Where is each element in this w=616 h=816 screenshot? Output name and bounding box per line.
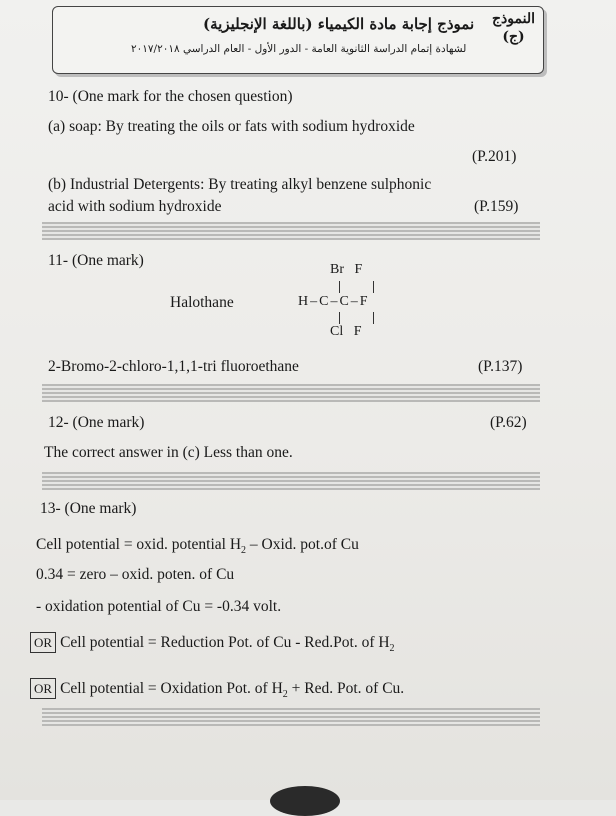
q13-line3: - oxidation potential of Cu = -0.34 volt.: [36, 598, 282, 615]
h2-subscript: 2: [389, 643, 395, 655]
q13-alt2: [30, 678, 404, 700]
separator: [42, 222, 540, 240]
or-box: OR: [30, 678, 56, 699]
model-code: (ج): [502, 29, 525, 45]
binder-hole: [270, 786, 340, 816]
q13-alt1: [30, 632, 395, 654]
structure-middle-row: H–C–C–F: [298, 294, 370, 309]
h2-subscript: 2: [282, 689, 288, 701]
bond-top-left: [339, 281, 340, 293]
bond-top-right: [373, 281, 374, 293]
separator: [42, 472, 540, 490]
q13-line1-text: Cell potential = oxid. potential H: [36, 536, 242, 553]
q12-heading: 12- (One mark): [48, 414, 145, 431]
structure-bottom-row: Cl F: [330, 324, 362, 339]
q10-a-ref: (P.201): [472, 148, 517, 165]
bond-bottom-left: [339, 312, 340, 324]
q10-a: (a) soap: By treating the oils or fats with sodium hydroxide: [48, 118, 415, 135]
q13-alt1-text: Cell potential = Reduction Pot. of Cu - Red.Pot. of H: [60, 634, 390, 651]
q12-answer: The correct answer in (c) Less than one.: [44, 444, 293, 461]
bond-bottom-right: [373, 312, 374, 324]
q13-alt2-text-end: + Red. Pot. of Cu.: [287, 680, 405, 697]
q13-line1: [36, 536, 359, 556]
model-label: [492, 11, 535, 45]
q10-b-line1: (b) Industrial Detergents: By treating alkyl benzene sulphonic: [48, 176, 432, 193]
q10-b-line2: acid with sodium hydroxide: [48, 198, 222, 215]
separator: [42, 384, 540, 402]
separator: [42, 708, 540, 726]
q11-ref: (P.137): [478, 358, 523, 375]
header-box: [52, 6, 544, 74]
q10-heading: 10- (One mark for the chosen question): [48, 88, 293, 105]
q11-compound-label: Halothane: [170, 294, 234, 311]
q13-alt2-text: Cell potential = Oxidation Pot. of H: [60, 680, 283, 697]
q10-b-ref: (P.159): [474, 198, 519, 215]
model-label-text: النموذج: [492, 11, 535, 27]
structure-top-row: Br F: [330, 262, 363, 277]
h2-subscript: 2: [241, 545, 247, 557]
or-box: OR: [30, 632, 56, 653]
header-title: نموذج إجابة مادة الكيمياء (باللغة الإنجليزية): [203, 15, 475, 33]
q13-line2: 0.34 = zero – oxid. poten. of Cu: [36, 566, 235, 583]
q11-name: 2-Bromo-2-chloro-1,1,1-tri fluoroethane: [48, 358, 299, 375]
q12-ref: (P.62): [490, 414, 527, 431]
q11-heading: 11- (One mark): [48, 252, 144, 269]
q13-line1-text-end: – Oxid. pot.of Cu: [246, 536, 359, 553]
q13-heading: 13- (One mark): [40, 500, 137, 517]
header-subtitle: لشهادة إتمام الدراسة الثانوية العامة - الدور الأول - العام الدراسي ٢٠١٧/٢٠١٨: [131, 43, 467, 55]
